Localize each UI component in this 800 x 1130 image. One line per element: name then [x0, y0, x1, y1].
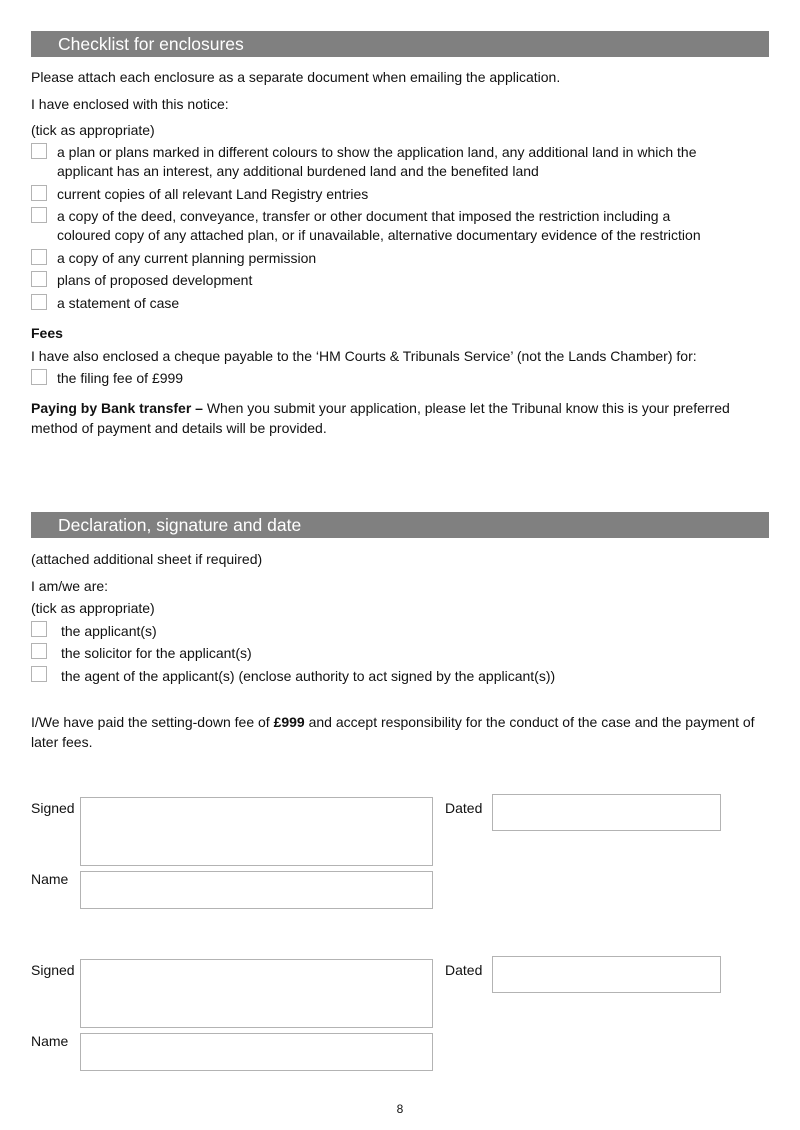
bank-transfer-note: [31, 398, 771, 438]
enclosure-checkbox-proposed-development[interactable]: [31, 271, 47, 287]
enclosure-checkbox-plans-colours[interactable]: [31, 143, 47, 159]
checklist-section-header: Checklist for enclosures: [31, 31, 769, 57]
signature-field-2[interactable]: [80, 959, 433, 1028]
enclosure-item-plans-colours: [57, 143, 757, 181]
fees-cheque-text: I have also enclosed a cheque payable to the ‘HM Courts & Tribunals Service’ (not the Lands Chamber) for:: [31, 348, 697, 364]
declaration-section-header: Declaration, signature and date: [31, 512, 769, 538]
role-label-solicitor: the solicitor for the applicant(s): [61, 645, 252, 661]
enclosure-checkbox-land-registry[interactable]: [31, 185, 47, 201]
enclosure-item-line: coloured copy of any attached plan, or if unavailable, alternative documentary evidence of the restriction: [57, 227, 701, 243]
name-label-1: Name: [31, 871, 69, 887]
dated-label-2: Dated: [445, 962, 483, 978]
enclosure-item-land-registry: current copies of all relevant Land Registry entries: [57, 186, 369, 202]
checklist-intro: Please attach each enclosure as a separate document when emailing the application.: [31, 69, 561, 85]
name-field-1[interactable]: [80, 871, 433, 909]
tick-note: (tick as appropriate): [31, 122, 155, 138]
enclosure-checkbox-statement-of-case[interactable]: [31, 294, 47, 310]
fee-text-pre: I/We have paid the setting-down fee of: [31, 714, 274, 730]
role-checkbox-solicitor[interactable]: [31, 643, 47, 659]
signature-field-1[interactable]: [80, 797, 433, 866]
enclosure-item-proposed-development: plans of proposed development: [57, 272, 253, 288]
role-checkbox-applicant[interactable]: [31, 621, 47, 637]
declaration-tick-note: (tick as appropriate): [31, 600, 155, 616]
enclosure-checkbox-planning-permission[interactable]: [31, 249, 47, 265]
filing-fee-checkbox[interactable]: [31, 369, 47, 385]
setting-down-fee-statement: [31, 712, 771, 752]
page-number: 8: [396, 1102, 404, 1116]
enclosure-item-deed: [57, 207, 767, 245]
fee-text-post: and accept responsibility for the conduct of the case and the payment of later fees.: [31, 714, 755, 750]
additional-sheet-note: (attached additional sheet if required): [31, 551, 263, 567]
enclosure-item-statement-of-case: a statement of case: [57, 295, 180, 311]
role-checkbox-agent[interactable]: [31, 666, 47, 682]
date-field-1[interactable]: [492, 794, 721, 831]
signed-label-1: Signed: [31, 800, 75, 816]
bank-transfer-text: When you submit your application, please let the Tribunal know this is your preferred method of payment and details will be provided.: [31, 400, 730, 436]
date-field-2[interactable]: [492, 956, 721, 993]
filing-fee-label: the filing fee of £999: [57, 370, 184, 386]
fees-heading: Fees: [31, 325, 63, 341]
name-field-2[interactable]: [80, 1033, 433, 1071]
role-label-agent: the agent of the applicant(s) (enclose authority to act signed by the applicant(s)): [61, 668, 556, 684]
enclosure-item-line: applicant has an interest, any additional burdened land and the benefited land: [57, 163, 539, 179]
enclosure-checkbox-deed[interactable]: [31, 207, 47, 223]
name-label-2: Name: [31, 1033, 69, 1049]
enclosed-heading: I have enclosed with this notice:: [31, 96, 229, 112]
enclosure-item-line: a copy of the deed, conveyance, transfer or other document that imposed the restriction including a: [57, 208, 671, 224]
role-label-applicant: the applicant(s): [61, 623, 157, 639]
fee-amount: £999: [273, 714, 305, 730]
bank-transfer-heading: Paying by Bank transfer –: [31, 400, 203, 416]
iam-label: I am/we are:: [31, 578, 109, 594]
enclosure-item-planning-permission: a copy of any current planning permission: [57, 250, 317, 266]
signed-label-2: Signed: [31, 962, 75, 978]
enclosure-item-line: a plan or plans marked in different colours to show the application land, any additional land in which the: [57, 144, 697, 160]
dated-label-1: Dated: [445, 800, 483, 816]
